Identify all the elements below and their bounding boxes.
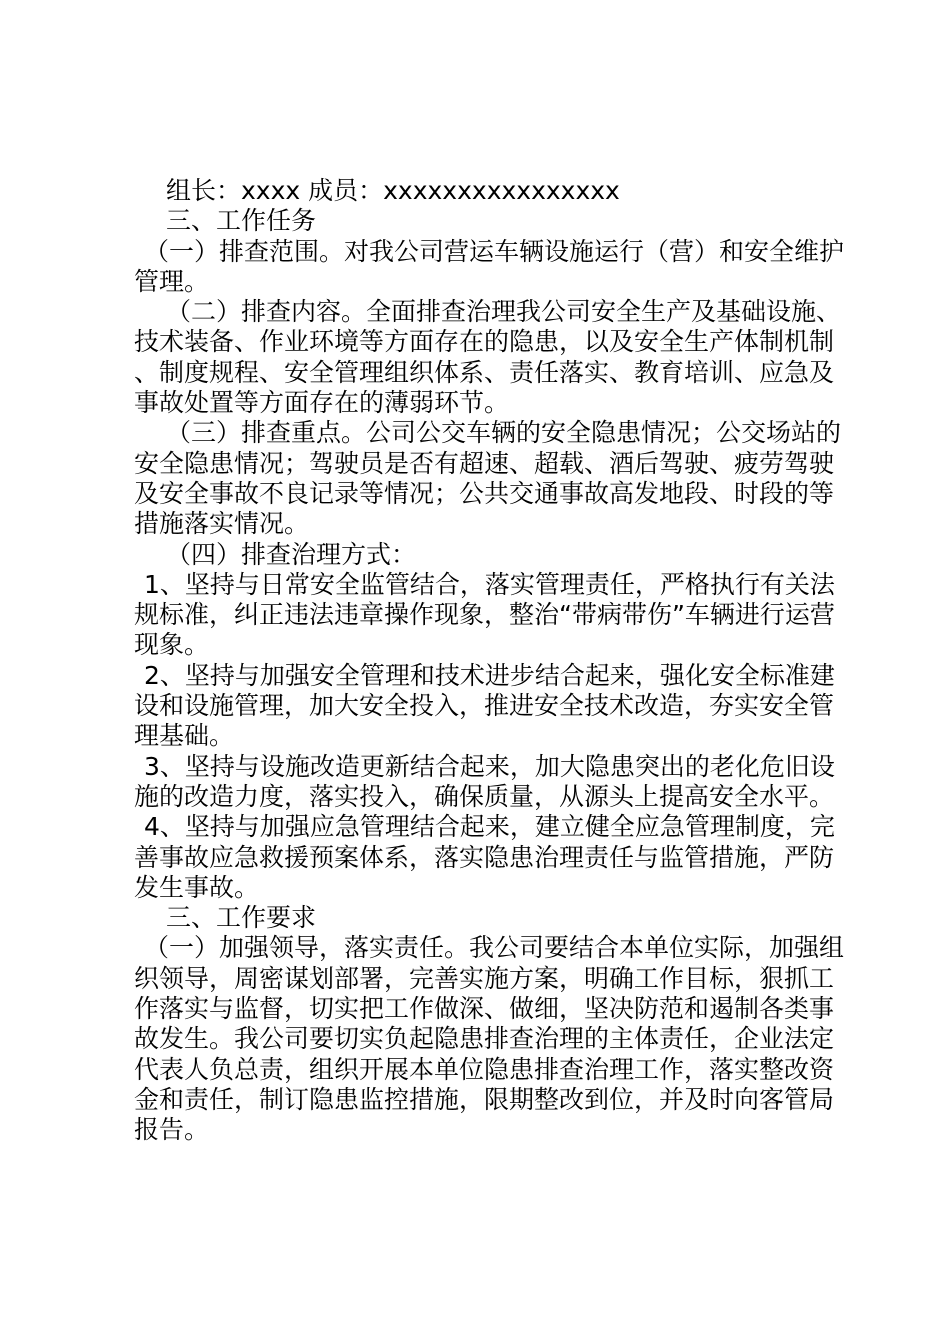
section-heading-work-tasks: 三、工作任务 [166, 206, 317, 236]
list-item-method-4: 4、坚持与加强应急管理结合起来，建立健全应急管理制度，完善事故应急救援预案体系，落实隐患治理责任与监管措施，严防发生事故。 [134, 812, 835, 902]
document-body [134, 176, 846, 1146]
paragraph-inspection-scope: （一）排查范围。对我公司营运车辆设施运行（营）和安全维护管理。 [134, 236, 845, 296]
team-members-line: 组长：xxxx 成员：xxxxxxxxxxxxxxxx [166, 176, 620, 205]
list-item-method-1: 1、坚持与日常安全监管结合，落实管理责任，严格执行有关法规标准，纠正违法违章操作现象，整治“带病带伤”车辆进行运营现象。 [134, 569, 835, 660]
section-heading-work-requirements: 三、工作要求 [166, 903, 317, 933]
paragraph-leadership-responsibility: （一）加强领导，落实责任。我公司要结合本单位实际，加强组织领导，周密谋划部署，完善实施方案，明确工作目标，狠抓工作落实与监督，切实把工作做深、做细，坚决防范和遏制各类事故发生。我公司要切实负起隐患排查治理的主体责任，企业法定代表人负总责，组织开展本单位隐患排查治理工作，落实整改资金和责任，制订隐患监控措施，限期整改到位，并及时向客管局报告。 [134, 933, 845, 1145]
paragraph-governance-methods: （四）排查治理方式： [166, 539, 417, 569]
paragraph-inspection-focus: （三）排查重点。公司公交车辆的安全隐患情况；公交场站的安全隐患情况；驾驶员是否有超速、超载、酒后驾驶、疲劳驾驶及安全事故不良记录等情况；公共交通事故高发地段、时段的等措施落实情况。 [134, 418, 842, 539]
list-item-method-3: 3、坚持与设施改造更新结合起来，加大隐患突出的老化危旧设施的改造力度，落实投入，确保质量，从源头上提高安全水平。 [134, 751, 835, 811]
paragraph-inspection-content: （二）排查内容。全面排查治理我公司安全生产及基础设施、技术装备、作业环境等方面存在的隐患，以及安全生产体制机制、制度规程、安全管理组织体系、责任落实、教育培训、应急及事故处置等方面存在的薄弱环节。 [134, 297, 842, 418]
list-item-method-2: 2、坚持与加强安全管理和技术进步结合起来，强化安全标准建设和设施管理，加大安全投入，推进安全技术改造，夯实安全管理基础。 [134, 660, 835, 751]
